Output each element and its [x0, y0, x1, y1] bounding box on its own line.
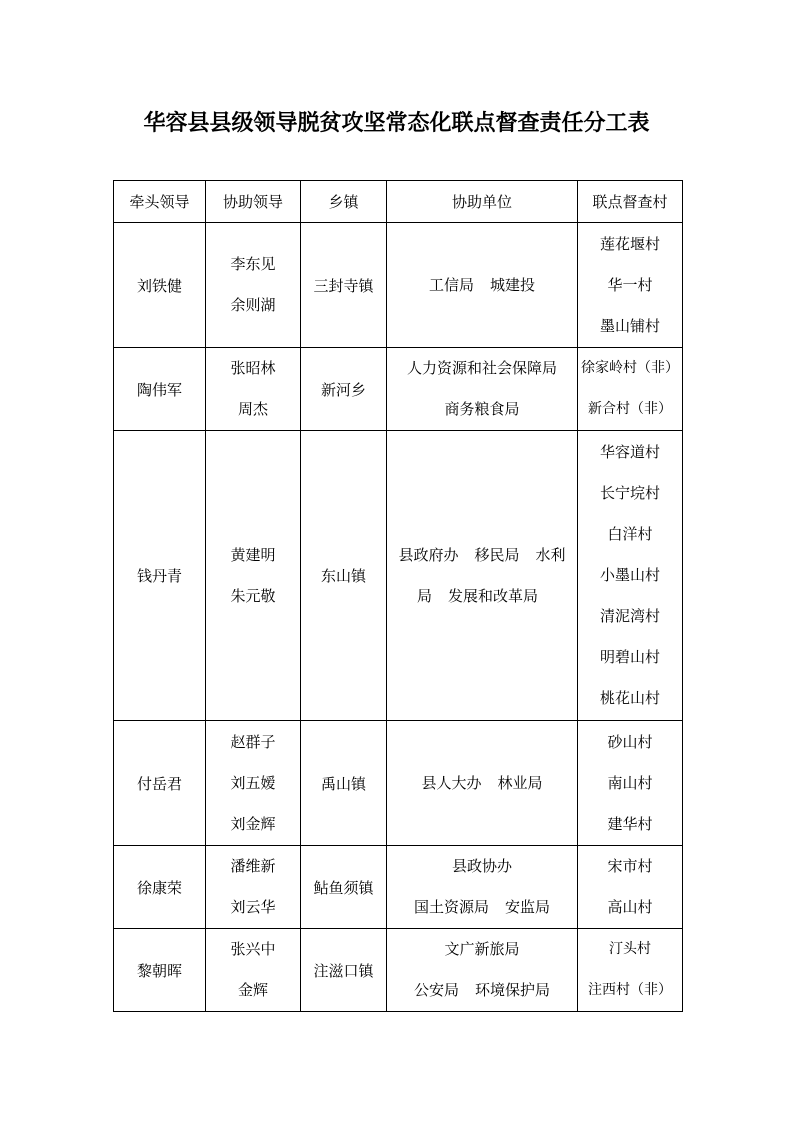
villages-cell: [578, 348, 683, 431]
town-cell: 东山镇: [301, 431, 387, 721]
village-name: 清泥湾村: [599, 607, 660, 625]
unit-name: 环境保护局: [475, 981, 551, 999]
assist-name: 张昭林: [230, 359, 276, 377]
unit-name: 局: [417, 586, 433, 605]
units-line: [421, 763, 542, 804]
units-line: [414, 887, 550, 928]
village-name: 宋市村: [607, 857, 653, 875]
unit-name: 国土资源局: [413, 898, 489, 916]
unit-name: 发展和改革局: [448, 586, 539, 605]
table-row: [114, 846, 683, 929]
units-cell: [387, 721, 578, 846]
village-name: 桃花山村: [599, 689, 660, 707]
assist-name: 刘云华: [230, 898, 276, 916]
lead-cell: 钱丹青: [114, 431, 206, 721]
villages-cell: [578, 846, 683, 929]
header-lead: 牵头领导: [114, 181, 206, 223]
assist-cell: [206, 929, 301, 1012]
assist-name: 李东见: [230, 255, 276, 273]
lead-cell: 付岳君: [114, 721, 206, 846]
assist-name: 朱元敬: [230, 586, 276, 605]
assist-cell: [206, 721, 301, 846]
unit-name: 林业局: [497, 773, 543, 792]
unit-name: 商务粮食局: [444, 400, 520, 418]
town-cell: 新河乡: [301, 348, 387, 431]
unit-name: 水利: [535, 545, 566, 564]
unit-name: 人力资源和社会保障局: [406, 359, 557, 377]
village-name: 白洋村: [607, 525, 653, 543]
assist-cell: [206, 348, 301, 431]
table-row: [114, 348, 683, 431]
assist-cell: [206, 846, 301, 929]
table-row: [114, 721, 683, 846]
town-cell: 注滋口镇: [301, 929, 387, 1012]
unit-name: 县人大办: [421, 773, 482, 792]
table-row: [114, 929, 683, 1012]
village-name: 华容道村: [599, 443, 660, 461]
village-name: 南山村: [607, 773, 653, 792]
assist-name: 周杰: [237, 400, 268, 418]
units-line: [387, 576, 538, 617]
assist-name: 张兴中: [230, 940, 276, 958]
town-cell: 鲇鱼须镇: [301, 846, 387, 929]
village-name: 注西村（非）: [588, 982, 672, 998]
header-assist: 协助领导: [206, 181, 301, 223]
unit-name: 城建投: [490, 275, 536, 294]
units-line: [452, 846, 512, 887]
village-name: 建华村: [607, 814, 653, 833]
units-cell: [387, 929, 578, 1012]
village-name: 长宁垸村: [599, 484, 660, 502]
villages-cell: [578, 223, 683, 348]
units-cell: [387, 846, 578, 929]
lead-cell: 黎朝晖: [114, 929, 206, 1012]
assist-name: 刘金辉: [230, 814, 276, 833]
unit-name: 县政协办: [451, 857, 512, 875]
table-header-row: [114, 181, 683, 223]
villages-cell: [578, 431, 683, 721]
units-cell: [387, 348, 578, 431]
units-cell: [387, 431, 578, 721]
unit-name: 县政府办: [398, 545, 459, 564]
header-units: 协助单位: [387, 181, 578, 223]
unit-name: 安监局: [505, 898, 551, 916]
units-line: [414, 970, 550, 1011]
units-line: [407, 348, 557, 389]
unit-name: 工信局: [428, 275, 474, 294]
village-name: 徐家岭村（非）: [581, 360, 679, 376]
table-row: [114, 431, 683, 721]
lead-cell: 陶伟军: [114, 348, 206, 431]
assist-cell: [206, 431, 301, 721]
village-name: 莲花堰村: [599, 234, 660, 253]
assist-name: 余则湖: [230, 296, 276, 314]
units-line: [398, 535, 565, 576]
lead-cell: 徐康荣: [114, 846, 206, 929]
lead-cell: 刘铁健: [114, 223, 206, 348]
village-name: 砂山村: [607, 732, 653, 751]
village-name: 新合村（非）: [588, 401, 672, 417]
villages-cell: [578, 721, 683, 846]
village-name: 明碧山村: [599, 648, 660, 666]
village-name: 墨山铺村: [599, 316, 660, 335]
responsibility-table: [113, 180, 683, 1012]
unit-name: 公安局: [413, 981, 459, 999]
village-name: 汀头村: [609, 941, 651, 957]
unit-name: 文广新旅局: [444, 940, 520, 958]
assist-cell: [206, 223, 301, 348]
units-line: [444, 929, 519, 970]
assist-name: 赵群子: [230, 732, 276, 751]
table-row: [114, 223, 683, 348]
header-villages: 联点督查村: [578, 181, 683, 223]
units-line: [444, 389, 519, 430]
assist-name: 刘五嫒: [230, 773, 276, 792]
village-name: 华一村: [607, 275, 653, 294]
villages-cell: [578, 929, 683, 1012]
units-line: [429, 265, 535, 306]
town-cell: 三封寺镇: [301, 223, 387, 348]
assist-name: 金辉: [237, 981, 268, 999]
assist-name: 潘维新: [230, 857, 276, 875]
units-cell: [387, 223, 578, 348]
page-title: 华容县县级领导脱贫攻坚常态化联点督查责任分工表: [143, 111, 650, 136]
assist-name: 黄建明: [230, 545, 276, 564]
unit-name: 移民局: [474, 545, 520, 564]
town-cell: 禹山镇: [301, 721, 387, 846]
village-name: 高山村: [607, 898, 653, 916]
village-name: 小墨山村: [599, 566, 660, 584]
header-town: 乡镇: [301, 181, 387, 223]
